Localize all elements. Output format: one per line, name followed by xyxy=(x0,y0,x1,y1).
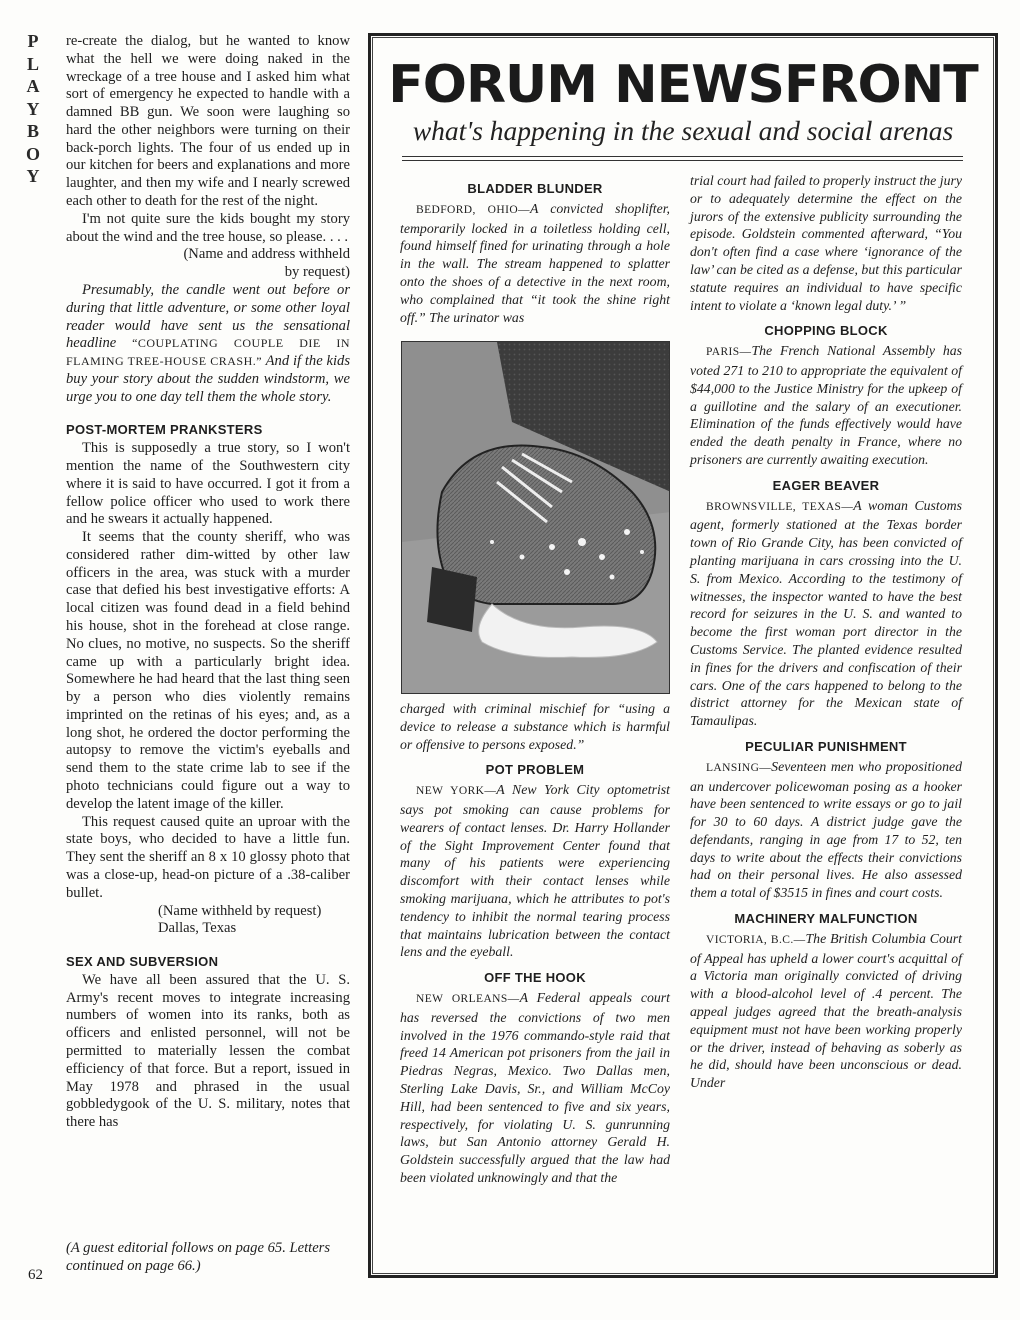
dateline: LANSING— xyxy=(706,761,772,774)
news-continued: charged with criminal mischief for “using a device to release a substance which is harmful or offensive to persons exposed.” xyxy=(400,701,670,752)
letter-paragraph: re-create the dialog, but he wanted to know what the hell we were doing naked in the wreckage of a tree house and I asked him what sort of emergency he expected to handle with a damned BB gun. We soon were laughing so hard the other neighbors were turning on their back-porch lights. The four of us ended up in our kitchen for beers and explanations and more laughter, and then my wife and I nearly screwed each other to death for the rest of the night. xyxy=(66,33,350,210)
shoe-illustration xyxy=(401,341,670,694)
news-heading: BLADDER BLUNDER xyxy=(467,181,603,196)
forum-column-middle-bottom xyxy=(400,700,670,1187)
news-continued: trial court had failed to properly instruct the jury or to adequately determine the effect on the jurors of the extensive publicity surrounding the episode. Goldstein commented afterward, “You don't often find a case where ‘ignorance of the law’ can be cited as a defense, but this particular statute requires an individual to have specific intent to violate a ‘known legal duty.’ ” xyxy=(690,173,962,313)
dateline: BEDFORD, OHIO— xyxy=(416,203,530,216)
news-heading: POT PROBLEM xyxy=(485,762,585,778)
news-heading: PECULIAR PUNISHMENT xyxy=(745,738,907,754)
news-heading: EAGER BEAVER xyxy=(772,477,880,493)
dateline: VICTORIA, B.C.— xyxy=(706,933,806,946)
shoe-splash-icon xyxy=(402,342,670,694)
letter-paragraph: This request caused quite an uproar with the state boys, who decided to have a little fun. They sent the sheriff an 8 x 10 glossy photo that was a close-up, head-on picture of a .38-caliber bullet. xyxy=(66,813,350,901)
dateline: NEW YORK— xyxy=(416,785,497,798)
title-divider xyxy=(402,160,963,161)
news-item xyxy=(690,342,962,469)
title-divider xyxy=(402,156,963,157)
news-text: The British Columbia Court of Appeal has upheld a lower court's acquittal of a Victoria man originally convicted of driving with a blood-alcohol level of .4 percent. The appeal judges agreed that the breath-analysis equipment must not have been working properly or the driver, instead of behaving as soberly as he did, should have been unconscious or dead. Under xyxy=(690,930,962,1091)
news-text: A convicted shoplifter, temporarily locked in a toiletless holding cell, found himself fined for urinating through a hole in the wall. The stream happened to splatter onto the shoes of a detective in the next room, who complained that “it took the shine right off.” The urinator was xyxy=(400,200,670,325)
news-item xyxy=(690,497,962,730)
news-text: The French National Assembly has voted 271 to 210 to appropriate the equivalent of $44,000 to the Justice Ministry for the upkeep of a guillotine and the salary of an executioner. Elimination of the funds effectively would have ended the death penalty in France, where no prisoners are currently awaiting execution. xyxy=(690,343,962,467)
letter-signature: (Name withheld by request) xyxy=(158,902,322,919)
news-heading: OFF THE HOOK xyxy=(484,970,586,986)
news-item xyxy=(690,758,962,902)
dateline: NEW ORLEANS— xyxy=(416,992,520,1005)
section-heading: SEX AND SUBVERSION xyxy=(66,954,219,970)
magazine-vertical-title: PLAYBOY xyxy=(25,31,40,186)
news-text: Seventeen men who propositioned an undercover policewoman posing as a hooker have been sentenced to write essays or go to jail for 30 to 60 days. A district judge gave the defendants, ranging in age from 17 to 52, ten days to write about the effects their convictions had on their personal lives. He also assessed them a total of $3515 in fines and court costs. xyxy=(690,758,962,901)
news-item xyxy=(400,989,670,1187)
editor-reply-lead: Presumably, the candle went out before or during that little adventure, or some other loyal reader would have sent us the sensational headline xyxy=(66,281,350,352)
forum-column-middle-top xyxy=(400,172,670,326)
news-heading: MACHINERY MALFUNCTION xyxy=(734,911,918,927)
news-text: A Federal appeals court has reversed the convictions of two men involved in the 1976 commando-style raid that freed 14 American pot prisoners from the jail in Piedras Negras, Mexico. Two Dallas men, Sterling Lake Davis, Sr., and William McCoy Hill, had been sentenced to five and six years, respectively, for violating U. S. gunrunning laws, but San Antonio attorney Gerald H. Goldstein successfully argued that the law had been violated unknowingly and that the xyxy=(400,989,670,1185)
forum-title: FORUM NEWSFRONT xyxy=(388,55,978,115)
editor-reply xyxy=(66,282,350,406)
news-item xyxy=(690,930,962,1092)
news-heading: CHOPPING BLOCK xyxy=(764,323,888,339)
letter-paragraph: I'm not quite sure the kids bought my story about the wind and the tree house, so please. . . . xyxy=(66,210,350,245)
news-text: A woman Customs agent, formerly stationed at the Texas border town of Rio Grande City, has been convicted of planting marijuana in cars crossing into the U. S. from Mexico. According to the testimony of witnesses, the inspector wanted to have the best record for seizures in the U. S. and wanted to become the first woman port director in the Customs Service. The planted evidence resulted in fines for the drivers and confiscation of their cars. One of the cars happened to belong to the district attorney for the Mexican state of Tamaulipas. xyxy=(690,497,962,729)
letter-paragraph: It seems that the county sheriff, who was considered rather dim-witted by other law officers in the area, was stuck with a murder case that defied his best investigative efforts: A local citizen was found dead in a field behind his house, shot in the forehead at close range. No clues, no motive, no suspects. So the sheriff came up with a particularly bright idea. Somewhere he had heard that the last thing seen by a person who dies violently remains imprinted on the retinas of his eyes; and, as a long shot, he ordered the doctor performing the autopsy to remove the victim's eyeballs and send them to the state crime lab to see if the photo technicians could figure out a way to develop the latent image of the killer. xyxy=(66,529,350,812)
letter-signature: (Name and address withheld by request) xyxy=(183,246,350,281)
section-heading: POST-MORTEM PRANKSTERS xyxy=(66,422,263,438)
news-item xyxy=(400,781,670,961)
dateline: PARIS— xyxy=(706,346,752,359)
forum-subtitle: what's happening in the sexual and social arenas xyxy=(412,115,954,146)
editor-reply-tail: And if the kids buy your story about the sudden windstorm, we urge you to one day tell them the whole story. xyxy=(66,353,350,405)
letters-column xyxy=(66,33,350,1132)
dateline: BROWNSVILLE, TEXAS— xyxy=(706,500,854,513)
news-item xyxy=(400,200,670,327)
page-number: 62 xyxy=(28,1267,43,1283)
news-text: A New York City optometrist says pot smoking can cause problems for wearers of contact lenses. Dr. Harry Hollander of the Sight Improvement Center found that many of his patients were experiencing discomfort with their contact lenses while smoking marijuana, which he attributes to pot's tendency to inhibit the normal tearing process that maintains lubrication between the contact lens and the eyeball. xyxy=(400,782,670,960)
letter-paragraph: We have all been assured that the U. S. Army's recent moves to integrate increasing numbers of women into its ranks, both as officers and enlisted personnel, will not be permitted to materially lessen the combat efficiency of that force. But a report, issued in May 1978 and phrased in the usual gobbledygook of the U. S. military, notes that there has xyxy=(66,971,350,1131)
forum-column-right xyxy=(690,172,962,1092)
letter-signature-city: Dallas, Texas xyxy=(158,920,237,937)
letter-paragraph: This is supposedly a true story, so I won't mention the name of the Southwestern city where it is said to have occurred. I got it from a fellow police officer who used to work there and he swears it actually happened. xyxy=(66,440,350,528)
continuation-note: (A guest editorial follows on page 65. Letters continued on page 66.) xyxy=(66,1240,331,1274)
editor-reply-headline: “COUPLATING COUPLE DIE IN FLAMING TREE-HOUSE CRASH.” xyxy=(66,336,350,369)
